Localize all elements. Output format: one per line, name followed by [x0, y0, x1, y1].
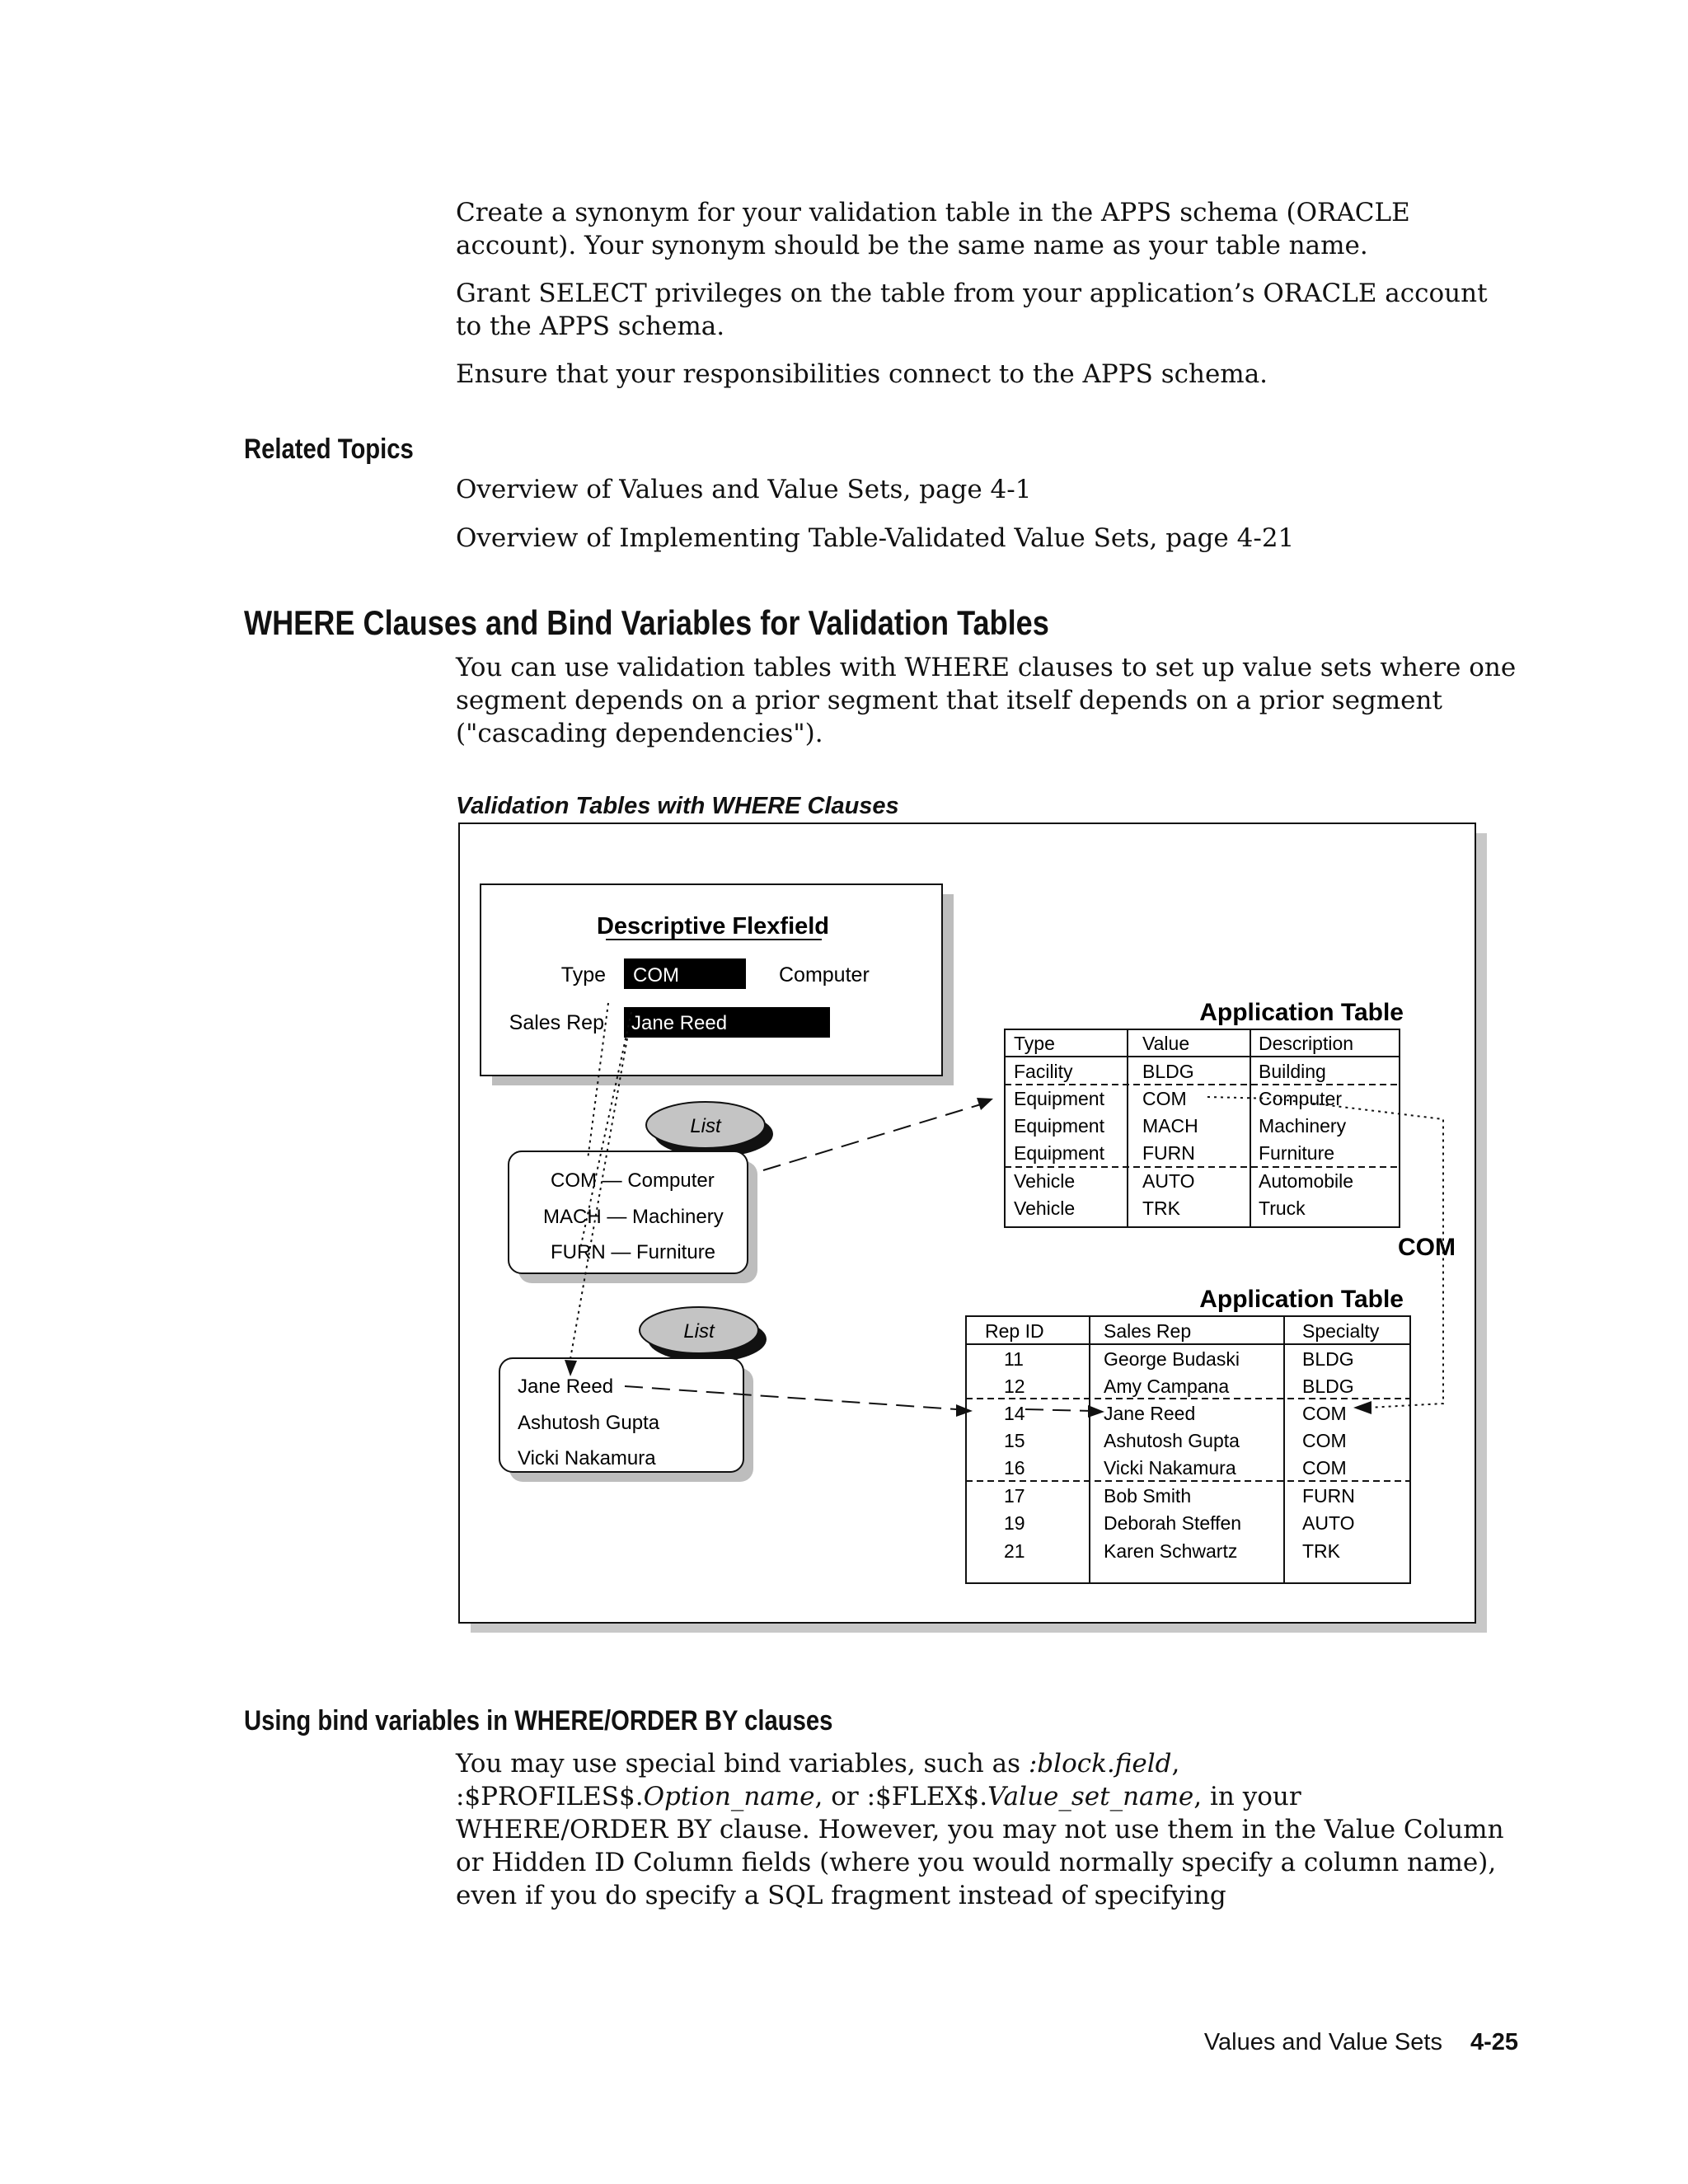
salesrep-label: Sales Rep: [509, 1011, 604, 1034]
bind-variables-paragraph: You may use special bind variables, such as :block.field, :$PROFILES$.Option_name, or :$FLEX$.Value_set_name, in your WHERE/ORDER BY clause. However, you may not use them in the Value Column or Hidden ID Column fields (where you would normally specify a column name), even if you do specify a SQL fragment instead of specifying: [456, 1749, 1504, 1910]
where-section-paragraph: You can use validation tables with WHERE clauses to set up value sets where one segment depends on a prior segment that itself depends on a prior segment ("cascading dependencies").: [456, 653, 1517, 748]
app-table-1-header-value: Value: [1142, 1033, 1190, 1054]
app-table-1-header-description: Description: [1259, 1033, 1354, 1054]
related-topics-heading: Related Topics: [244, 434, 414, 465]
list2-label: List: [683, 1320, 715, 1343]
table-cell: 21: [1004, 1540, 1025, 1562]
table-cell: Furniture: [1259, 1142, 1335, 1164]
list1-item-com[interactable]: COM — Computer: [551, 1169, 715, 1192]
table-cell: Vehicle: [1014, 1197, 1076, 1219]
table-cell: BLDG: [1302, 1348, 1354, 1370]
list1-item-mach[interactable]: MACH — Machinery: [543, 1206, 724, 1228]
table-cell: 15: [1004, 1430, 1025, 1451]
table-cell: Automobile: [1259, 1170, 1354, 1192]
app-table-2-header-salesrep: Sales Rep: [1104, 1320, 1192, 1342]
where-section-heading: WHERE Clauses and Bind Variables for Validation Tables: [244, 603, 1049, 642]
app-table-2-title: Application Table: [1199, 1286, 1404, 1313]
table-cell: COM: [1142, 1088, 1187, 1109]
table-cell: 19: [1004, 1512, 1025, 1534]
footer-chapter: Values and Value Sets: [1203, 2029, 1442, 2055]
table-cell: COM: [1302, 1430, 1347, 1451]
table-cell: AUTO: [1302, 1512, 1355, 1534]
app-table-2-header-specialty: Specialty: [1302, 1320, 1380, 1342]
table-cell: Deborah Steffen: [1104, 1512, 1242, 1534]
app-table-1-title: Application Table: [1199, 999, 1404, 1026]
table-cell: TRK: [1302, 1540, 1340, 1562]
intro-paragraph-2: Grant SELECT privileges on the table from your application’s ORACLE account to the APPS schema.: [456, 279, 1488, 341]
list2-item-vicki[interactable]: Vicki Nakamura: [518, 1447, 656, 1469]
table-cell: Truck: [1259, 1197, 1306, 1219]
table-cell: Machinery: [1259, 1115, 1347, 1137]
table-cell: FURN: [1142, 1142, 1195, 1164]
table-cell: BLDG: [1302, 1376, 1354, 1397]
type-description: Computer: [779, 963, 870, 987]
table-cell: Karen Schwartz: [1104, 1540, 1238, 1562]
bind-variables-heading: Using bind variables in WHERE/ORDER BY clauses: [244, 1705, 833, 1736]
table-cell: 16: [1004, 1457, 1025, 1479]
table-cell: Computer: [1259, 1088, 1342, 1109]
table-cell: COM: [1302, 1403, 1347, 1424]
app-table-2-header-repid: Rep ID: [985, 1320, 1044, 1342]
footer-page-number: 4-25: [1470, 2029, 1518, 2055]
intro-paragraph-3: Ensure that your responsibilities connect to the APPS schema.: [456, 359, 1268, 389]
table-cell: BLDG: [1142, 1061, 1194, 1082]
list2-item-jane[interactable]: Jane Reed: [518, 1376, 614, 1398]
table-cell: 11: [1004, 1348, 1024, 1370]
figure-caption: Validation Tables with WHERE Clauses: [456, 793, 899, 819]
table-cell: Building: [1259, 1061, 1326, 1082]
app-table-1-header-type: Type: [1014, 1033, 1055, 1054]
table-cell: Ashutosh Gupta: [1104, 1430, 1240, 1451]
flexfield-title: Descriptive Flexfield: [596, 913, 830, 940]
table-cell: Amy Campana: [1104, 1376, 1230, 1397]
table-cell: TRK: [1142, 1197, 1180, 1219]
type-field-value: COM: [633, 964, 679, 987]
table-cell: George Budaski: [1104, 1348, 1240, 1370]
com-connector-label: COM: [1398, 1234, 1456, 1261]
table-cell: Jane Reed: [1104, 1403, 1196, 1424]
list1-item-furn[interactable]: FURN — Furniture: [551, 1241, 716, 1263]
table-cell: Equipment: [1014, 1115, 1104, 1137]
table-cell: Equipment: [1014, 1142, 1104, 1164]
table-cell: 14: [1004, 1403, 1025, 1424]
related-topic-link-1[interactable]: Overview of Values and Value Sets, page 4-1: [456, 475, 1032, 504]
table-cell: Facility: [1014, 1061, 1073, 1082]
table-cell: Vicki Nakamura: [1104, 1457, 1236, 1479]
list2-item-ashutosh[interactable]: Ashutosh Gupta: [518, 1412, 660, 1434]
table-cell: FURN: [1302, 1485, 1355, 1507]
intro-paragraph-1: Create a synonym for your validation table in the APPS schema (ORACLE account). Your synonym should be the same name as your table name.: [456, 198, 1410, 260]
salesrep-field-value: Jane Reed: [631, 1012, 728, 1034]
table-cell: Bob Smith: [1104, 1485, 1192, 1507]
table-cell: Equipment: [1014, 1088, 1104, 1109]
table-cell: Vehicle: [1014, 1170, 1076, 1192]
table-cell: 17: [1004, 1485, 1025, 1507]
related-topic-link-2[interactable]: Overview of Implementing Table-Validated Value Sets, page 4-21: [456, 523, 1295, 553]
page-footer: [1204, 2029, 1518, 2056]
table-cell: COM: [1302, 1457, 1347, 1479]
table-cell: MACH: [1142, 1115, 1198, 1137]
table-cell: 12: [1004, 1376, 1025, 1397]
type-label: Type: [560, 963, 606, 987]
list1-label: List: [690, 1115, 721, 1137]
table-cell: AUTO: [1142, 1170, 1195, 1192]
